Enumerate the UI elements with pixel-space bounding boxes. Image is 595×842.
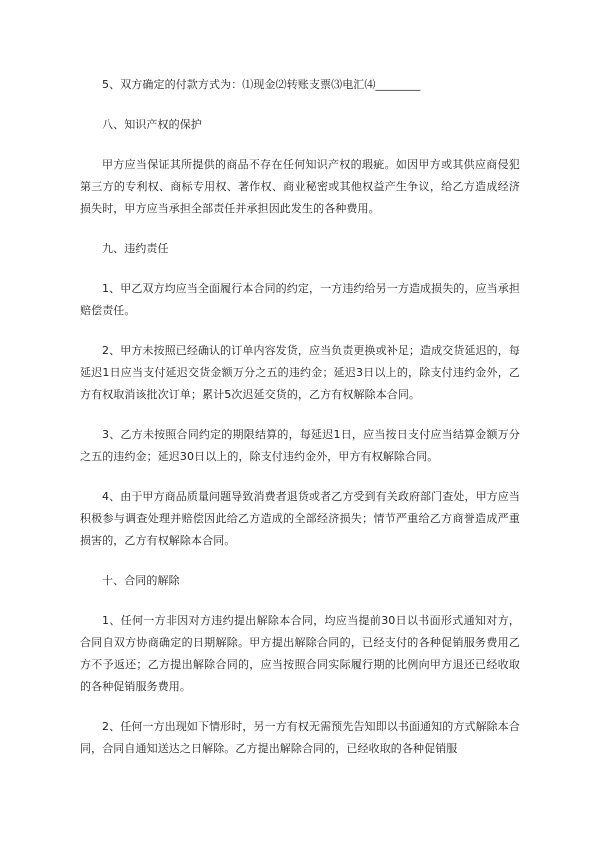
document-body: [80, 74, 520, 760]
section-heading-ip-protection: 八、知识产权的保护: [102, 118, 202, 131]
breach-clause-3: 3、乙方未按照合同约定的期限结算的，每延迟1日，应当按日支付应当结算金额万分之五的违约金；延迟30日以上的，除支付违约金外，甲方有权解除合同。: [80, 428, 520, 463]
section-heading-termination: 十、合同的解除: [102, 574, 180, 587]
breach-clause-4: 4、由于甲方商品质量问题导致消费者退货或者乙方受到有关政府部门查处，甲方应当积极参与调查处理并赔偿因此给乙方造成的全部经济损失；情节严重给乙方商誉造成严重损害的，乙方有权解除本合同。: [80, 490, 520, 547]
breach-clause-1: 1、甲乙双方均应当全面履行本合同的约定，一方违约给另一方造成损失的，应当承担赔偿责任。: [80, 282, 520, 317]
termination-clause-2: 2、任何一方出现如下情形时，另一方有权无需预先告知即以书面通知的方式解除本合同，合同自通知送达之日解除。乙方提出解除合同的，已经收取的各种促销服: [80, 720, 520, 755]
payment-method-clause: 5、双方确定的付款方式为：⑴现金⑵转账支票⑶电汇⑷________: [102, 78, 421, 91]
breach-clause-2: 2、甲方未按照已经确认的订单内容发货，应当负责更换或补足；造成交货延迟的，每延迟1日应当支付延迟交货金额万分之五的违约金；延迟3日以上的，除支付违约金外，乙方有权取消该批次订单；累计5次迟延交货的，乙方有权解除本合同。: [80, 344, 520, 401]
ip-protection-paragraph: 甲方应当保证其所提供的商品不存在任何知识产权的瑕疵。如因甲方或其供应商侵犯第三方的专利权、商标专用权、著作权、商业秘密或其他权益产生争议，给乙方造成经济损失时，甲方应当承担全部责任并承担因此发生的各种费用。: [80, 158, 520, 215]
section-heading-breach-liability: 九、违约责任: [102, 242, 169, 255]
termination-clause-1: 1、任何一方非因对方违约提出解除本合同，均应当提前30日以书面形式通知对方，合同自双方协商确定的日期解除。甲方提出解除合同的，已经支付的各种促销服务费用乙方不予返还；乙方提出解除合同的，应当按照合同实际履行期的比例向甲方退还已经收取的各种促销服务费用。: [80, 614, 520, 693]
